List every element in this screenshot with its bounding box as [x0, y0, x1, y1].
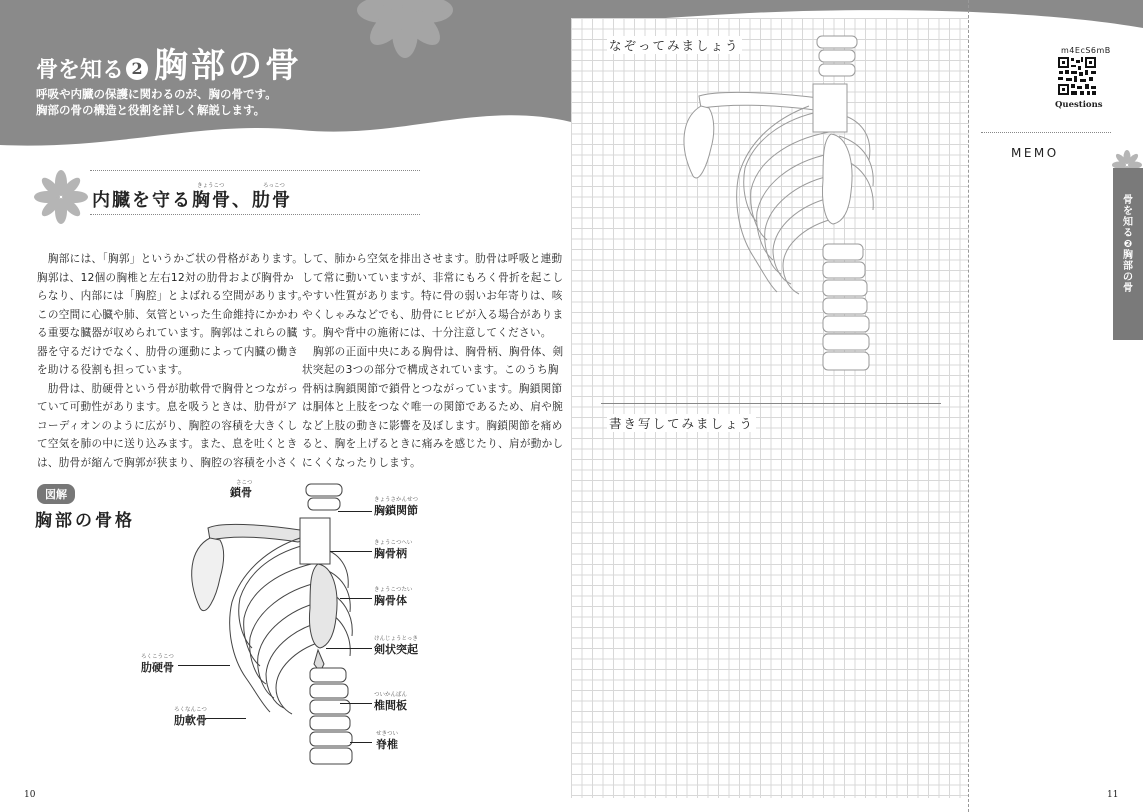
trace-heading: なぞってみましょう	[609, 38, 740, 53]
page-number-left: 10	[24, 790, 36, 800]
label-sternum-body: 胸骨体	[374, 594, 407, 607]
body-line: して、肺から空気を排出させます。肋骨は呼吸と連動	[302, 253, 563, 265]
body-line: 胸郭は、12個の胸椎と左右12対の肋骨および胸骨か	[37, 271, 294, 284]
label-ruby: けんじょうとっき	[374, 636, 418, 642]
chapter-title	[36, 38, 302, 87]
leader-line	[330, 551, 372, 552]
body-column-2	[302, 250, 563, 472]
heading-ruby: きょうこつ	[197, 183, 225, 189]
left-page	[0, 0, 571, 812]
flower-ornament-icon	[34, 170, 88, 224]
body-line: 肋骨は、肋硬骨という骨が肋軟骨で胸骨とつながっ	[37, 382, 299, 395]
body-line: は胴体と上肢をつなぐ唯一の関節であるため、肩や腕	[302, 401, 564, 413]
label-ruby: ろくなんこつ	[174, 707, 207, 713]
body-line: らなり、内部には「胸腔」とよばれる空間があります。	[37, 290, 309, 302]
right-page	[571, 0, 1143, 812]
chapter-banner	[0, 0, 571, 165]
chapter-main-title: 胸部の骨	[154, 46, 303, 86]
leader-line	[350, 742, 372, 743]
qr-code-icon[interactable]	[1057, 56, 1097, 96]
questions-label: Questions	[1055, 100, 1103, 110]
label-ruby: きょうこつへい	[374, 540, 413, 546]
body-line: す。胸や背中の施術には、十分注意してください。	[302, 327, 552, 339]
memo-rule	[981, 132, 1111, 133]
body-line: 骨柄は胸鎖関節で鎖骨とつながっています。胸鎖関節	[302, 382, 563, 395]
section-bottom-rule	[90, 214, 420, 215]
body-column-1	[37, 250, 309, 472]
body-line: ていて可動性があります。息を吸うときは、肋骨がア	[37, 401, 298, 413]
label-xiphoid: 剣状突起	[374, 643, 418, 656]
label-ruby: きょうさかんせつ	[374, 497, 419, 503]
body-line: は、肋骨が縮んで胸郭が狭まり、胸腔の容積を小さく	[37, 456, 299, 469]
leader-line	[338, 511, 372, 512]
side-tab-text: 骨を知る❷ 胸部の骨	[1123, 195, 1133, 294]
lead-line: 胸部の骨の構造と役割を詳しく解説します。	[36, 103, 266, 117]
memo-label: MEMO	[1011, 146, 1059, 160]
label-costal-bone: 肋硬骨	[141, 661, 174, 674]
leader-line	[340, 703, 372, 704]
figure-tag: 図解	[37, 484, 75, 504]
body-line: 器を守るだけでなく、肋骨の運動によって内臓の働き	[37, 345, 299, 358]
label-vertebra: 脊椎	[376, 738, 398, 751]
label-ruby: ろくこうこつ	[141, 654, 174, 660]
body-line: など上肢の動きに影響を及ぼします。胸鎖関節を痛め	[302, 419, 563, 432]
lead-line: 呼吸や内臓の保護に関わるのが、胸の骨です。	[36, 87, 277, 101]
body-line: この空間に心臓や肺、気管といった生命維持にかかわ	[37, 308, 299, 321]
heading-ruby: ろっこつ	[263, 183, 285, 189]
body-line: 胸郭の正面中央にある胸骨は、胸骨柄、胸骨体、剣	[302, 345, 564, 358]
body-line: 胸部には、「胸郭」というかご状の骨格があります。	[37, 253, 304, 265]
body-line: にくくなったりします。	[302, 456, 421, 469]
leader-line	[206, 718, 246, 719]
label-sternoclavicular: 胸鎖関節	[374, 504, 418, 517]
section-heading: 内臓を守る胸骨、肋骨	[92, 190, 292, 211]
leader-line	[340, 598, 372, 599]
body-line: 状突起の3つの部分で構成されています。このうち胸	[302, 364, 559, 376]
figure-title: 胸部の骨格	[35, 511, 135, 531]
body-line: を助ける役割も担っています。	[37, 364, 189, 376]
section-top-rule	[90, 170, 420, 171]
body-line: やくしゃみなどでも、肋骨にヒビが入る場合がありま	[302, 308, 564, 321]
chapter-lead	[36, 86, 277, 118]
leader-line	[326, 648, 372, 649]
copy-heading: 書き写してみましょう	[609, 416, 755, 431]
qr-code-text: m4EcS6mB	[1061, 46, 1111, 55]
label-manubrium: 胸骨柄	[374, 547, 407, 560]
label-ruby: さこつ	[236, 480, 253, 486]
body-line: ると、胸を上げるときに痛みを感じたり、肩が動かし	[302, 438, 564, 450]
trace-skeleton-illustration	[679, 34, 879, 384]
label-clavicle: 鎖骨	[230, 486, 252, 499]
copy-section-rule	[601, 403, 941, 404]
chapter-number: 2	[126, 58, 148, 80]
thorax-skeleton-illustration	[180, 478, 370, 770]
body-line: る重要な臓器が収められています。胸郭はこれらの臓	[37, 327, 298, 339]
body-line: コーディオンのように広がり、胸腔の容積を大きくし	[37, 419, 298, 432]
page-number-right: 11	[1107, 790, 1119, 800]
label-ruby: せきつい	[376, 731, 399, 737]
label-intervertebral-disc: 椎間板	[374, 699, 407, 712]
label-costal-cartilage: 肋軟骨	[174, 714, 207, 727]
body-line: して常に動いていますが、非常にもろく骨折を起こし	[302, 271, 564, 284]
chapter-prefix: 骨を知る	[36, 57, 125, 83]
body-line: て空気を肺の中に送り込みます。また、息を吐くとき	[37, 438, 298, 450]
body-line: やすい性質があります。特に骨の弱いお年寄りは、咳	[302, 290, 563, 302]
label-ruby: ついかんばん	[374, 692, 408, 698]
leader-line	[178, 665, 230, 666]
memo-divider	[968, 0, 969, 812]
label-ruby: きょうこつたい	[374, 587, 413, 593]
